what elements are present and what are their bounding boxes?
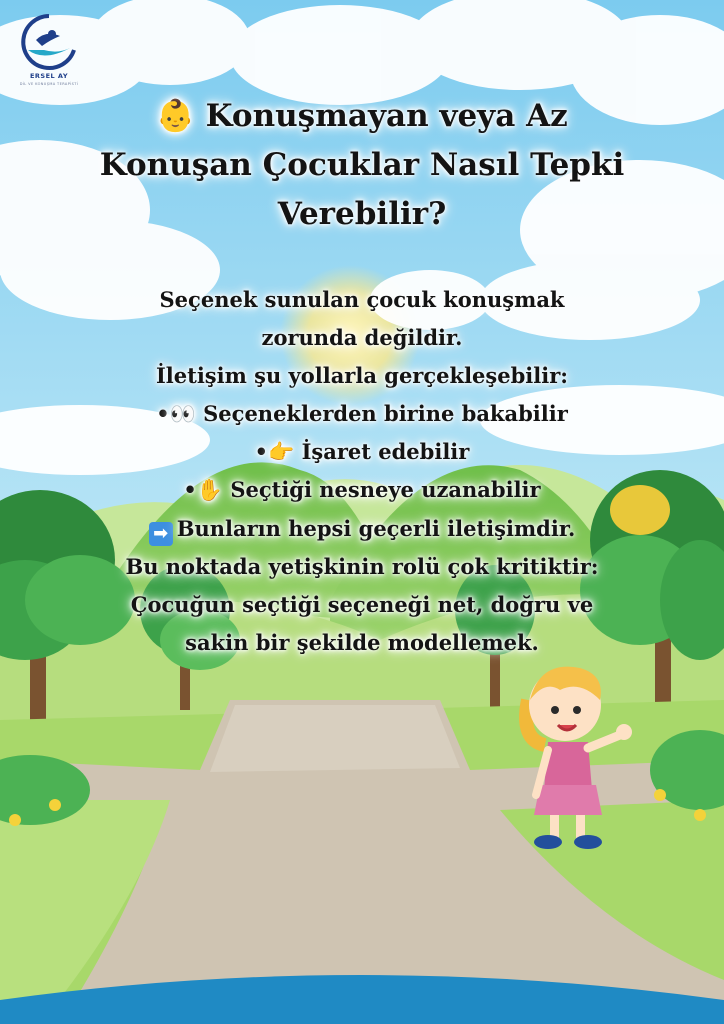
page-title	[30, 92, 694, 239]
bullet: •	[156, 402, 170, 427]
title-line-2: Konuşan Çocuklar Nasıl Tepki	[99, 147, 625, 183]
raised-hand-icon: ✋	[196, 478, 223, 503]
body-text	[20, 281, 704, 662]
hand-logo-icon	[14, 10, 84, 72]
pointing-hand-icon: 👉	[268, 440, 295, 465]
body-line-10: sakin bir şekilde modellemek.	[185, 629, 539, 655]
eyes-emoji-icon: 👀	[169, 402, 196, 427]
logo-name: ERSEL AY	[29, 72, 69, 80]
bullet: •	[183, 478, 197, 503]
body-line-3: İletişim şu yollarla gerçekleşebilir:	[155, 363, 569, 389]
baby-emoji-icon: 👶	[156, 98, 195, 134]
body-line-5: İşaret edebilir	[301, 439, 470, 465]
body-line-1: Seçenek sunulan çocuk konuşmak	[159, 287, 565, 312]
body-line-8: Bu noktada yetişkinin rolü çok kritiktir:	[125, 553, 599, 579]
logo	[14, 10, 88, 100]
body-line-6: Seçtiği nesneye uzanabilir	[230, 477, 541, 503]
body-line-2: zorunda değildir.	[261, 325, 463, 351]
arrow-right-icon: ➡	[149, 522, 173, 546]
body-line-7: Bunların hepsi geçerli iletişimdir.	[176, 515, 576, 541]
logo-subtitle: DİL VE KONUŞMA TERAPİSTİ	[19, 82, 79, 86]
body-line-9: Çocuğun seçtiği seçeneği net, doğru ve	[130, 591, 594, 617]
bullet: •	[254, 440, 269, 465]
title-line-1: Konuşmayan veya Az	[205, 98, 568, 134]
title-line-3: Verebilir?	[277, 196, 447, 232]
body-line-4: Seçeneklerden birine bakabilir	[203, 401, 568, 427]
